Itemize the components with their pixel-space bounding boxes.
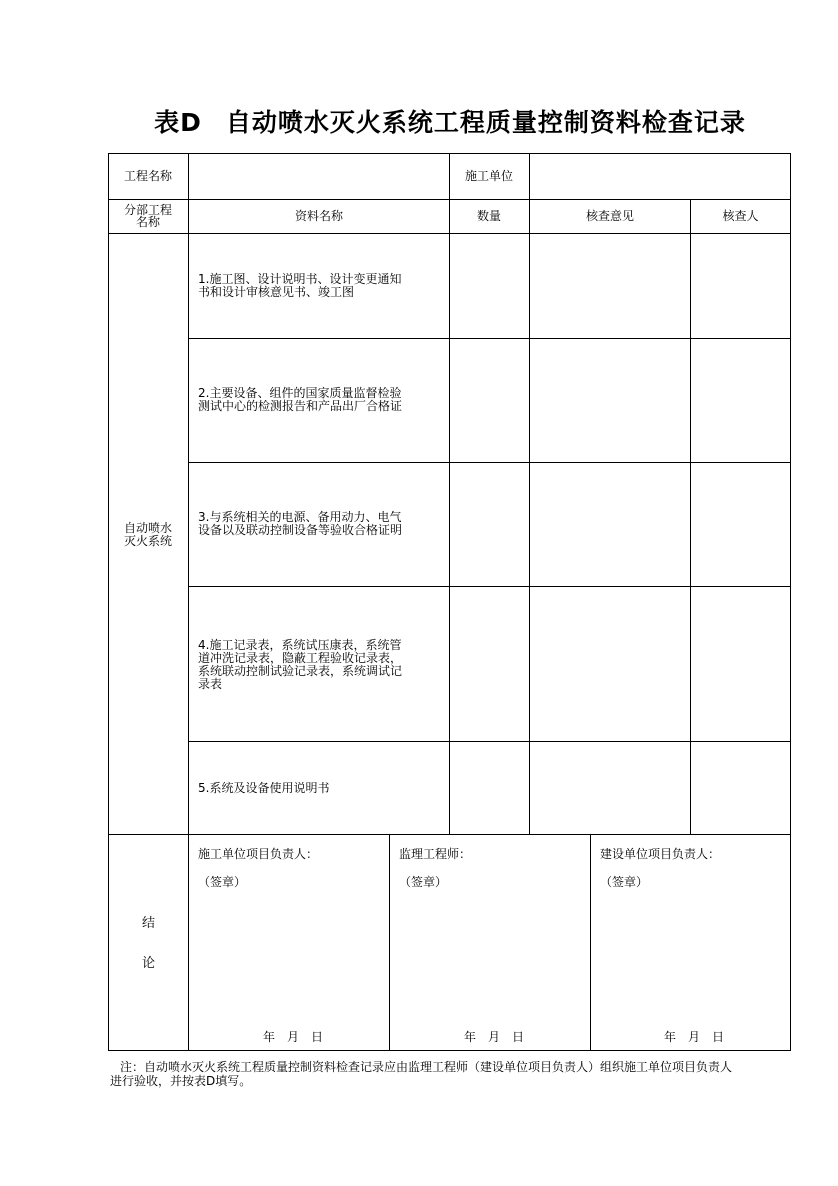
owner-manager-label: 建设单位项目负责人： [600,847,721,861]
subdivision-name-line1: 自动喷水 [123,521,172,535]
subdivision-name [108,519,188,551]
contractor-stamp: （签章） [198,875,247,889]
review-opinion-cell[interactable] [530,742,690,834]
material-item-line: 测试中心的检测报告和产品出厂合格证 [198,399,403,413]
owner-stamp: （签章） [600,875,649,889]
subdivision-header-line2: 名称 [135,215,160,229]
title-text: 自动喷水灭火系统工程质量控制资料检查记录 [225,108,746,137]
material-item-line: 1.施工图、设计说明书、设计变更通知 [198,272,402,286]
reviewer-header: 核查人 [722,208,759,223]
table-border-right [790,153,791,1051]
review-opinion-cell[interactable] [530,463,690,586]
col-divider [590,834,591,1051]
material-item-line: 录表 [198,677,223,691]
material-item-line: 5.系统及设备使用说明书 [198,781,330,795]
reviewer-cell[interactable] [691,742,790,834]
footnote-line1: 注：自动喷水灭火系统工程质量控制资料检查记录应由监理工程师（建设单位项目负责人）组织施工单位项目负责人 [120,1060,733,1074]
material-item [198,782,430,795]
material-item-line: 3.与系统相关的电源、备用动力、电气 [198,510,402,524]
material-item [198,511,430,537]
col-divider [188,153,189,1051]
table-border-left [108,153,109,1051]
contractor-field[interactable] [530,153,790,199]
material-item [198,273,430,299]
subdivision-header-line1: 分部工程 [123,203,172,217]
reviewer-cell[interactable] [691,587,790,741]
quantity-header: 数量 [476,208,501,223]
review-opinion-cell[interactable] [530,339,690,462]
material-item [198,387,430,413]
inspection-table [108,153,791,1051]
project-name-label: 工程名称 [123,168,172,183]
project-name-field[interactable] [189,153,449,199]
contractor-sign-date: 年 月 日 [263,1030,324,1044]
material-item-line: 书和设计审核意见书、竣工图 [198,285,355,299]
conclusion-label-char1: 结 [142,916,156,931]
material-name-header: 资料名称 [294,208,343,223]
material-item-line: 2.主要设备、组件的国家质量监督检验 [198,386,402,400]
contractor-label: 施工单位 [464,168,513,183]
page-title [0,103,838,139]
material-item-line: 道冲洗记录表，隐蔽工程验收记录表， [198,651,403,665]
quantity-cell[interactable] [450,234,529,338]
material-item-line: 设备以及联动控制设备等验收合格证明 [198,523,403,537]
material-item [198,639,430,691]
footnote [110,1060,790,1088]
subdivision-name-line2: 灭火系统 [123,534,172,548]
quantity-cell[interactable] [450,339,529,462]
col-divider [389,834,390,1051]
supervisor-stamp: （签章） [399,875,448,889]
review-opinion-header: 核查意见 [585,208,634,223]
reviewer-cell[interactable] [691,339,790,462]
subdivision-header [108,199,188,233]
row-divider [108,834,791,835]
review-opinion-cell[interactable] [530,234,690,338]
quantity-cell[interactable] [450,742,529,834]
quantity-cell[interactable] [450,463,529,586]
owner-sign-date: 年 月 日 [664,1030,725,1044]
supervisor-label: 监理工程师： [399,847,472,861]
table-border-bottom [108,1050,791,1051]
supervisor-sign-date: 年 月 日 [464,1030,525,1044]
material-item-line: 系统联动控制试验记录表，系统调试记 [198,664,403,678]
reviewer-cell[interactable] [691,463,790,586]
material-item-line: 4.施工记录表，系统试压康表，系统管 [198,638,402,652]
table-code: 表D [154,108,202,137]
conclusion-label-char2: 论 [142,956,156,971]
quantity-cell[interactable] [450,587,529,741]
footnote-line2: 进行验收，并按表D填写。 [110,1074,252,1088]
contractor-manager-label: 施工单位项目负责人： [198,847,319,861]
reviewer-cell[interactable] [691,234,790,338]
review-opinion-cell[interactable] [530,587,690,741]
